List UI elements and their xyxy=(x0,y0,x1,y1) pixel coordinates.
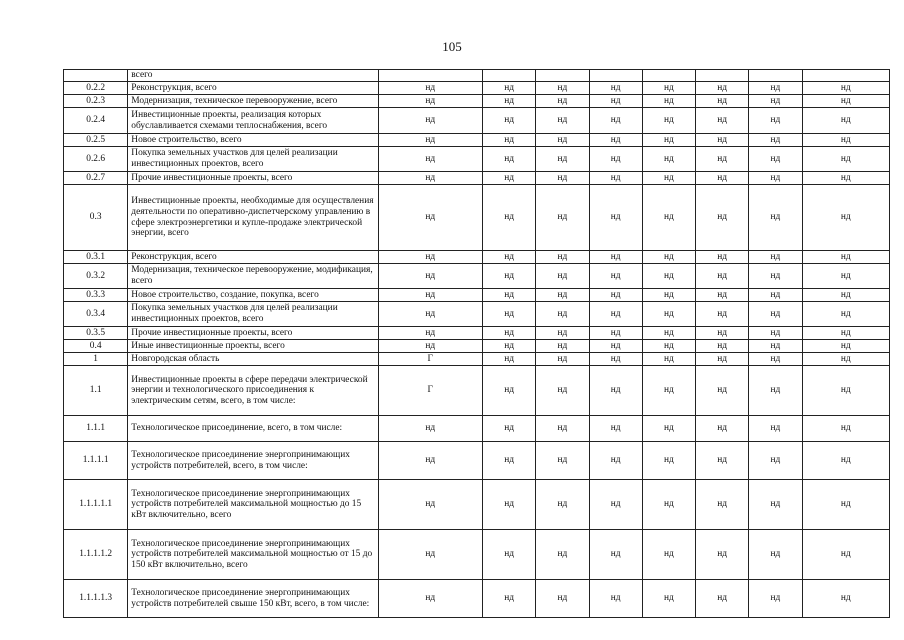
table-row xyxy=(64,147,890,172)
value-cell: нд xyxy=(696,185,749,251)
row-name-cell: Технологическое присоединение энергопринимающих устройств потребителей максимальной мощностью до 15 кВт включительно, всего xyxy=(128,480,378,530)
value-cell: нд xyxy=(536,251,589,264)
row-name-cell: Модернизация, техническое перевооружение, модификация, всего xyxy=(128,264,378,289)
table-row xyxy=(64,442,890,480)
value-cell: нд xyxy=(536,134,589,147)
row-name-cell: Реконструкция, всего xyxy=(128,82,378,95)
value-cell: нд xyxy=(749,172,802,185)
value-cell: нд xyxy=(378,580,483,618)
value-cell: нд xyxy=(589,416,642,442)
investment-projects-table xyxy=(63,69,890,618)
value-cell: нд xyxy=(589,442,642,480)
value-cell: нд xyxy=(749,82,802,95)
value-cell: нд xyxy=(696,530,749,580)
value-cell: нд xyxy=(589,185,642,251)
value-cell: нд xyxy=(802,366,890,416)
row-name-cell: Технологическое присоединение энергопринимающих устройств потребителей свыше 150 кВт, всего, в том числе: xyxy=(128,580,378,618)
value-cell: нд xyxy=(378,340,483,353)
value-cell: нд xyxy=(536,289,589,302)
value-cell: нд xyxy=(378,289,483,302)
value-cell: нд xyxy=(696,442,749,480)
value-cell: нд xyxy=(696,327,749,340)
value-cell: нд xyxy=(642,353,695,366)
row-name-cell: Прочие инвестиционные проекты, всего xyxy=(128,172,378,185)
table-row xyxy=(64,353,890,366)
table-body xyxy=(64,70,890,618)
value-cell: нд xyxy=(378,327,483,340)
value-cell: нд xyxy=(696,366,749,416)
value-cell: нд xyxy=(483,580,536,618)
value-cell: нд xyxy=(696,264,749,289)
value-cell: нд xyxy=(696,289,749,302)
value-cell: нд xyxy=(536,327,589,340)
value-cell: нд xyxy=(378,108,483,134)
value-cell: нд xyxy=(802,302,890,327)
value-cell: нд xyxy=(642,108,695,134)
value-cell: нд xyxy=(642,289,695,302)
value-cell: нд xyxy=(802,108,890,134)
value-cell: нд xyxy=(749,134,802,147)
value-cell: нд xyxy=(483,185,536,251)
value-cell: нд xyxy=(536,353,589,366)
value-cell: нд xyxy=(802,580,890,618)
row-number-cell xyxy=(64,70,128,82)
value-cell: нд xyxy=(749,480,802,530)
value-cell: нд xyxy=(749,147,802,172)
row-number-cell: 0.3.1 xyxy=(64,251,128,264)
table-row xyxy=(64,95,890,108)
value-cell: нд xyxy=(802,147,890,172)
value-cell: нд xyxy=(696,480,749,530)
row-name-cell: Новое строительство, создание, покупка, всего xyxy=(128,289,378,302)
value-cell: нд xyxy=(378,530,483,580)
value-cell: нд xyxy=(642,251,695,264)
value-cell: нд xyxy=(802,251,890,264)
value-cell: Г xyxy=(378,366,483,416)
value-cell: нд xyxy=(642,442,695,480)
value-cell: нд xyxy=(536,185,589,251)
value-cell: нд xyxy=(696,134,749,147)
value-cell: нд xyxy=(483,251,536,264)
value-cell xyxy=(749,70,802,82)
value-cell: нд xyxy=(536,264,589,289)
value-cell: нд xyxy=(802,82,890,95)
value-cell: нд xyxy=(696,147,749,172)
value-cell: нд xyxy=(749,416,802,442)
row-name-cell: Модернизация, техническое перевооружение, всего xyxy=(128,95,378,108)
row-number-cell: 1.1.1.1.2 xyxy=(64,530,128,580)
table-row xyxy=(64,264,890,289)
value-cell: нд xyxy=(749,289,802,302)
value-cell: нд xyxy=(642,580,695,618)
table-row xyxy=(64,289,890,302)
value-cell: нд xyxy=(483,264,536,289)
value-cell: нд xyxy=(696,82,749,95)
value-cell: нд xyxy=(802,264,890,289)
row-name-cell: Иные инвестиционные проекты, всего xyxy=(128,340,378,353)
value-cell: нд xyxy=(802,442,890,480)
table-row xyxy=(64,530,890,580)
value-cell: нд xyxy=(802,185,890,251)
value-cell: нд xyxy=(589,340,642,353)
value-cell: нд xyxy=(749,580,802,618)
value-cell: нд xyxy=(536,172,589,185)
value-cell: нд xyxy=(589,82,642,95)
table-row xyxy=(64,366,890,416)
value-cell: нд xyxy=(749,340,802,353)
value-cell: нд xyxy=(749,327,802,340)
row-name-cell: всего xyxy=(128,70,378,82)
row-number-cell: 0.2.7 xyxy=(64,172,128,185)
value-cell: нд xyxy=(378,416,483,442)
row-name-cell: Покупка земельных участков для целей реализации инвестиционных проектов, всего xyxy=(128,147,378,172)
value-cell: нд xyxy=(749,530,802,580)
value-cell: нд xyxy=(642,82,695,95)
value-cell: нд xyxy=(642,416,695,442)
value-cell: нд xyxy=(536,366,589,416)
row-number-cell: 1.1.1.1 xyxy=(64,442,128,480)
value-cell xyxy=(802,70,890,82)
table-row xyxy=(64,185,890,251)
value-cell: нд xyxy=(483,289,536,302)
table-row xyxy=(64,302,890,327)
row-number-cell: 0.3.4 xyxy=(64,302,128,327)
value-cell: нд xyxy=(749,264,802,289)
value-cell: нд xyxy=(589,251,642,264)
value-cell: нд xyxy=(589,302,642,327)
value-cell: нд xyxy=(696,353,749,366)
value-cell: нд xyxy=(642,340,695,353)
value-cell: нд xyxy=(802,530,890,580)
value-cell: нд xyxy=(749,185,802,251)
row-number-cell: 0.3.3 xyxy=(64,289,128,302)
value-cell: нд xyxy=(483,95,536,108)
value-cell: нд xyxy=(802,353,890,366)
value-cell: нд xyxy=(802,289,890,302)
value-cell: нд xyxy=(536,147,589,172)
table-row xyxy=(64,580,890,618)
value-cell: нд xyxy=(483,108,536,134)
value-cell: нд xyxy=(483,134,536,147)
value-cell: нд xyxy=(536,480,589,530)
row-name-cell: Технологическое присоединение энергопринимающих устройств потребителей максимальной мощностью от 15 до 150 кВт включительно, всего xyxy=(128,530,378,580)
value-cell: нд xyxy=(589,580,642,618)
row-name-cell: Технологическое присоединение, всего, в том числе: xyxy=(128,416,378,442)
value-cell: нд xyxy=(378,147,483,172)
value-cell: нд xyxy=(589,353,642,366)
table-row xyxy=(64,82,890,95)
table-row xyxy=(64,172,890,185)
value-cell: нд xyxy=(642,264,695,289)
value-cell: нд xyxy=(642,530,695,580)
value-cell: нд xyxy=(483,353,536,366)
value-cell: нд xyxy=(589,264,642,289)
value-cell: нд xyxy=(536,302,589,327)
table-row xyxy=(64,416,890,442)
value-cell: нд xyxy=(378,302,483,327)
value-cell: нд xyxy=(536,580,589,618)
value-cell: нд xyxy=(378,185,483,251)
row-number-cell: 0.2.3 xyxy=(64,95,128,108)
value-cell: нд xyxy=(483,327,536,340)
value-cell: нд xyxy=(696,340,749,353)
value-cell: нд xyxy=(696,95,749,108)
value-cell: нд xyxy=(589,366,642,416)
row-name-cell: Инвестиционные проекты в сфере передачи электрической энергии и технологического присоединения к электрическим сетям, всего, в том числе: xyxy=(128,366,378,416)
value-cell: нд xyxy=(483,366,536,416)
row-name-cell: Инвестиционные проекты, необходимые для осуществления деятельности по оперативно-диспетчерскому управлению в сфере электроэнергетики и купле-продаже электрической энергии, всего xyxy=(128,185,378,251)
row-name-cell: Новое строительство, всего xyxy=(128,134,378,147)
value-cell: нд xyxy=(696,416,749,442)
value-cell: нд xyxy=(483,147,536,172)
value-cell: нд xyxy=(696,302,749,327)
row-number-cell: 0.2.5 xyxy=(64,134,128,147)
value-cell: нд xyxy=(749,251,802,264)
value-cell: нд xyxy=(483,172,536,185)
value-cell: нд xyxy=(696,251,749,264)
row-number-cell: 0.4 xyxy=(64,340,128,353)
value-cell: нд xyxy=(536,108,589,134)
table-row xyxy=(64,70,890,82)
value-cell xyxy=(696,70,749,82)
value-cell: нд xyxy=(802,95,890,108)
value-cell: Г xyxy=(378,353,483,366)
value-cell xyxy=(589,70,642,82)
value-cell: нд xyxy=(642,366,695,416)
value-cell xyxy=(642,70,695,82)
value-cell: нд xyxy=(378,264,483,289)
table-row xyxy=(64,327,890,340)
value-cell: нд xyxy=(802,172,890,185)
value-cell: нд xyxy=(378,442,483,480)
value-cell: нд xyxy=(536,416,589,442)
row-name-cell: Прочие инвестиционные проекты, всего xyxy=(128,327,378,340)
row-number-cell: 0.3.5 xyxy=(64,327,128,340)
table-row xyxy=(64,134,890,147)
row-name-cell: Инвестиционные проекты, реализация которых обуславливается схемами теплоснабжения, всего xyxy=(128,108,378,134)
value-cell: нд xyxy=(642,147,695,172)
value-cell: нд xyxy=(483,340,536,353)
table-row xyxy=(64,480,890,530)
value-cell: нд xyxy=(589,327,642,340)
value-cell: нд xyxy=(483,82,536,95)
value-cell xyxy=(483,70,536,82)
row-number-cell: 0.2.6 xyxy=(64,147,128,172)
value-cell: нд xyxy=(802,416,890,442)
row-number-cell: 0.2.4 xyxy=(64,108,128,134)
value-cell: нд xyxy=(589,480,642,530)
value-cell: нд xyxy=(378,251,483,264)
row-name-cell: Новгородская область xyxy=(128,353,378,366)
value-cell: нд xyxy=(749,95,802,108)
value-cell: нд xyxy=(536,530,589,580)
row-number-cell: 1.1.1.1.3 xyxy=(64,580,128,618)
value-cell: нд xyxy=(483,302,536,327)
value-cell: нд xyxy=(536,442,589,480)
value-cell: нд xyxy=(642,302,695,327)
value-cell: нд xyxy=(483,530,536,580)
value-cell: нд xyxy=(589,95,642,108)
value-cell: нд xyxy=(378,480,483,530)
value-cell: нд xyxy=(589,147,642,172)
value-cell: нд xyxy=(589,289,642,302)
row-number-cell: 0.2.2 xyxy=(64,82,128,95)
value-cell: нд xyxy=(378,82,483,95)
value-cell: нд xyxy=(483,442,536,480)
row-number-cell: 1.1 xyxy=(64,366,128,416)
table-row xyxy=(64,108,890,134)
value-cell: нд xyxy=(749,442,802,480)
value-cell: нд xyxy=(696,580,749,618)
value-cell: нд xyxy=(378,172,483,185)
value-cell: нд xyxy=(696,172,749,185)
row-number-cell: 1 xyxy=(64,353,128,366)
value-cell: нд xyxy=(749,302,802,327)
value-cell: нд xyxy=(802,134,890,147)
value-cell: нд xyxy=(802,340,890,353)
row-name-cell: Покупка земельных участков для целей реализации инвестиционных проектов, всего xyxy=(128,302,378,327)
row-name-cell: Технологическое присоединение энергопринимающих устройств потребителей, всего, в том числе: xyxy=(128,442,378,480)
table-row xyxy=(64,251,890,264)
table-row xyxy=(64,340,890,353)
value-cell: нд xyxy=(696,108,749,134)
value-cell: нд xyxy=(483,416,536,442)
value-cell: нд xyxy=(378,134,483,147)
row-number-cell: 0.3 xyxy=(64,185,128,251)
value-cell: нд xyxy=(749,108,802,134)
value-cell: нд xyxy=(378,95,483,108)
value-cell: нд xyxy=(642,327,695,340)
value-cell xyxy=(378,70,483,82)
value-cell: нд xyxy=(589,172,642,185)
row-name-cell: Реконструкция, всего xyxy=(128,251,378,264)
value-cell: нд xyxy=(589,530,642,580)
value-cell: нд xyxy=(642,95,695,108)
value-cell: нд xyxy=(589,134,642,147)
row-number-cell: 0.3.2 xyxy=(64,264,128,289)
value-cell: нд xyxy=(802,480,890,530)
value-cell: нд xyxy=(536,82,589,95)
value-cell: нд xyxy=(536,95,589,108)
value-cell: нд xyxy=(749,366,802,416)
value-cell: нд xyxy=(642,172,695,185)
value-cell: нд xyxy=(749,353,802,366)
value-cell: нд xyxy=(589,108,642,134)
value-cell: нд xyxy=(536,340,589,353)
value-cell: нд xyxy=(802,327,890,340)
value-cell: нд xyxy=(642,134,695,147)
row-number-cell: 1.1.1.1.1 xyxy=(64,480,128,530)
page-number: 105 xyxy=(442,39,462,54)
value-cell: нд xyxy=(483,480,536,530)
value-cell xyxy=(536,70,589,82)
value-cell: нд xyxy=(642,480,695,530)
value-cell: нд xyxy=(642,185,695,251)
row-number-cell: 1.1.1 xyxy=(64,416,128,442)
